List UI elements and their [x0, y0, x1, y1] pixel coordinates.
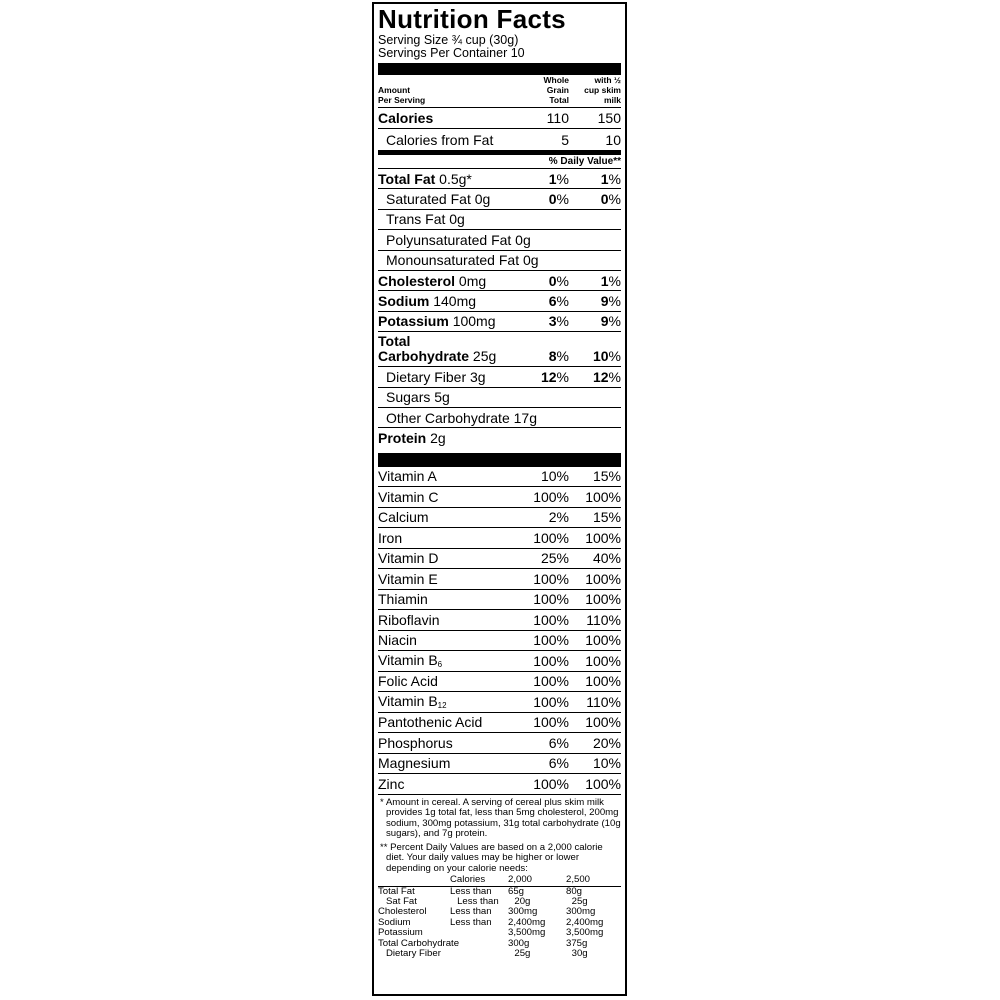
column-header [378, 75, 621, 108]
vitamin-col2: 100% [585, 591, 621, 608]
total-carbohydrate-row [378, 332, 621, 367]
dv-table-cell: 2,400mg [508, 916, 546, 928]
nutrient-c1: 6% [548, 293, 569, 310]
vitamin-col2: 100% [585, 775, 621, 792]
dv-table-head-cell: Calories [450, 874, 486, 886]
vitamin-col1: 2% [548, 509, 569, 526]
vitamin-col2: 15% [592, 468, 621, 485]
nutrient-c2: 0% [600, 191, 621, 208]
dv-table-cell: 25g [571, 896, 588, 907]
nutrient-c1: 0% [548, 272, 569, 289]
vitamin-col1: 100% [533, 714, 569, 731]
dv-table-cell: Less than [450, 916, 492, 928]
nutrient-row [378, 189, 621, 209]
calories-col2: 150 [597, 110, 621, 126]
calories-fat-col1: 5 [561, 131, 569, 148]
vitamin-label: Riboflavin [378, 611, 440, 628]
nutrient-row [378, 210, 621, 230]
dv-table-cell: Dietary Fiber [386, 948, 441, 960]
dv-table-cell: Less than [450, 885, 492, 897]
footnote-amount: * Amount in cereal. A serving of cereal plus skim milk provides 1g total fat, less than 5mg cholesterol, 200mg sodium, 300mg potassium, 31g total carbohydrate (10g sugars), and 7g protein. [380, 796, 621, 840]
carb-sub-row [378, 367, 621, 387]
vitamin-col2: 100% [585, 632, 621, 649]
servings-per-container: Servings Per Container 10 [378, 46, 525, 60]
dv-table-cell: 25g [514, 948, 531, 960]
nutrient-c2: 9% [600, 313, 621, 330]
vitamin-row [378, 713, 621, 734]
nutrient-c1: 3% [548, 313, 569, 330]
vitamin-col2: 40% [592, 550, 621, 567]
vitamin-col2: 10% [592, 755, 621, 772]
dv-table-head-cell: 2,000 [508, 874, 533, 886]
nutrient-row [378, 230, 621, 250]
nutrient-label: Total Fat 0.5g* [378, 170, 472, 187]
nutrient-row [378, 169, 621, 189]
dv-table-cell [450, 939, 508, 949]
carb-sub-label: Dietary Fiber 3g [386, 368, 486, 385]
protein-label: Protein 2g [378, 430, 446, 447]
dv-table-cell: 80g [566, 885, 583, 897]
vitamin-col1: 100% [533, 529, 569, 546]
carb-sub-label: Other Carbohydrate 17g [386, 409, 537, 426]
dv-table-cell: Total Fat [378, 885, 415, 897]
vitamin-col2: 110% [586, 611, 621, 628]
vitamin-list [378, 467, 621, 795]
vitamin-col1: 6% [548, 734, 569, 751]
dv-table-cell: 3,500mg [508, 927, 546, 939]
dv-table-cell: 300mg [508, 906, 538, 918]
label-title: Nutrition Facts [378, 4, 566, 34]
dv-table-cell: 300mg [566, 906, 596, 918]
vitamin-label: Vitamin A [378, 468, 437, 485]
vitamin-label: Niacin [378, 632, 417, 649]
vitamin-row [378, 549, 621, 570]
vitamin-row [378, 528, 621, 549]
vitamin-label: Vitamin $B_6$ [378, 652, 443, 670]
heavy-divider [378, 453, 621, 467]
vitamin-col1: 100% [533, 611, 569, 628]
dv-table-cell: Less than [450, 906, 492, 918]
dv-table-head [378, 875, 621, 886]
vitamin-label: Iron [378, 529, 403, 546]
carb-sub-row [378, 388, 621, 408]
vitamin-col2: 100% [585, 652, 621, 669]
vitamin-row [378, 508, 621, 529]
footnote-daily-values: ** Percent Daily Values are based on a 2,000 calorie diet. Your daily values may be higher or lower depending on your calorie needs: [380, 841, 603, 874]
nutrient-c1: 1% [548, 170, 569, 187]
dv-table-cell: 30g [571, 948, 588, 960]
vitamin-label: Thiamin [378, 591, 428, 608]
vitamin-label: Magnesium [378, 755, 451, 772]
total-carbohydrate-label: Total Carbohydrate 25g [378, 333, 497, 365]
vitamin-col1: 100% [533, 673, 569, 690]
dv-table-cell: 3,500mg [566, 927, 604, 939]
calories-label: Calories [378, 110, 434, 126]
vitamin-col2: 100% [585, 488, 621, 505]
total-carbohydrate-col2: 10% [592, 348, 621, 365]
nutrient-c2: 9% [600, 293, 621, 310]
vitamin-col1: 100% [533, 693, 569, 710]
vitamin-label: Vitamin $B_{12}$ [378, 693, 447, 711]
vitamin-col2: 100% [585, 673, 621, 690]
dv-table-cell: Sat Fat [386, 896, 417, 907]
vitamin-row [378, 631, 621, 652]
vitamin-row [378, 487, 621, 508]
dv-table-cell: Sodium [378, 916, 411, 928]
vitamin-label: Zinc [378, 775, 405, 792]
vitamin-row [378, 590, 621, 611]
nutrient-label: Monounsaturated Fat 0g [386, 252, 539, 269]
vitamin-label: Pantothenic Acid [378, 714, 483, 731]
vitamin-label: Vitamin C [378, 488, 439, 505]
dv-table-cell: 2,400mg [566, 916, 604, 928]
dv-table-cell [457, 949, 514, 959]
total-carbohydrate-col1: 8% [548, 348, 569, 365]
nutrient-c1: 0% [548, 191, 569, 208]
nutrient-row [378, 291, 621, 311]
carb-sub-c2: 12% [592, 368, 621, 385]
nutrient-label: Potassium 100mg [378, 313, 496, 330]
vitamin-col1: 100% [533, 775, 569, 792]
calories-row [378, 108, 621, 129]
vitamin-label: Vitamin D [378, 550, 439, 567]
vitamin-row [378, 672, 621, 693]
nutrition-facts-label [372, 2, 627, 996]
dv-table-head-cell: 2,500 [566, 874, 591, 886]
nutrient-label: Polyunsaturated Fat 0g [386, 231, 531, 248]
vitamin-row [378, 651, 621, 672]
nutrient-list [378, 169, 621, 332]
vitamin-col2: 100% [585, 529, 621, 546]
vitamin-col1: 25% [540, 550, 569, 567]
vitamin-row [378, 692, 621, 713]
vitamin-col1: 10% [540, 468, 569, 485]
daily-value-table [378, 875, 621, 959]
whole-grain-header: Whole Grain Total [543, 75, 569, 105]
calories-col1: 110 [546, 110, 569, 126]
nutrient-row [378, 312, 621, 332]
with-milk-header: with ½ cup skim milk [584, 75, 621, 105]
nutrient-c2: 1% [600, 272, 621, 289]
calories-fat-col2: 10 [605, 131, 621, 148]
vitamin-label: Calcium [378, 509, 429, 526]
nutrient-c2: 1% [600, 170, 621, 187]
dv-table-cell: Total Carbohydrate [378, 937, 460, 949]
nutrient-row [378, 251, 621, 271]
nutrient-row [378, 271, 621, 291]
vitamin-col2: 15% [592, 509, 621, 526]
dv-table-cell: 20g [514, 896, 531, 907]
vitamin-col1: 6% [548, 755, 569, 772]
vitamin-col1: 100% [533, 652, 569, 669]
serving-size: Serving Size ¾ cup (30g) [378, 33, 519, 47]
vitamin-col1: 100% [533, 570, 569, 587]
thick-divider [378, 63, 621, 75]
nutrient-label: Cholesterol 0mg [378, 272, 487, 289]
nutrient-label: Saturated Fat 0g [386, 191, 491, 208]
dv-table-cell: Less than [457, 896, 499, 907]
protein-row [378, 428, 621, 448]
vitamin-col1: 100% [533, 488, 569, 505]
vitamin-label: Phosphorus [378, 734, 453, 751]
dv-table-cell: Cholesterol [378, 906, 427, 918]
vitamin-col1: 100% [533, 632, 569, 649]
vitamin-col1: 100% [533, 591, 569, 608]
carb-sub-label: Sugars 5g [386, 389, 450, 406]
calories-from-fat-row [378, 129, 621, 150]
vitamin-col2: 20% [592, 734, 621, 751]
vitamin-col2: 100% [585, 714, 621, 731]
vitamin-col2: 110% [586, 693, 621, 710]
dv-table-cell: Potassium [378, 927, 423, 939]
dv-table-cell: 300g [508, 937, 530, 949]
vitamin-label: Vitamin E [378, 570, 438, 587]
carb-sub-c1: 12% [540, 368, 569, 385]
vitamin-col2: 100% [585, 570, 621, 587]
vitamin-row [378, 754, 621, 775]
carbohydrate-sub-list [378, 367, 621, 428]
carb-sub-row [378, 408, 621, 428]
vitamin-row [378, 467, 621, 488]
vitamin-row [378, 610, 621, 631]
vitamin-row [378, 733, 621, 754]
dv-table-head-cell [378, 875, 450, 885]
amount-per-serving-header: Amount Per Serving [378, 85, 426, 105]
calories-fat-label: Calories from Fat [386, 131, 494, 148]
vitamin-row [378, 569, 621, 590]
footnotes [378, 798, 621, 875]
dv-table-cell: 375g [566, 937, 588, 949]
nutrient-label: Sodium 140mg [378, 293, 477, 310]
dv-table-row [378, 949, 621, 959]
vitamin-row [378, 774, 621, 795]
vitamin-label: Folic Acid [378, 673, 438, 690]
nutrient-label: Trans Fat 0g [386, 211, 465, 228]
dv-table-cell: 65g [508, 885, 525, 897]
daily-value-header: % Daily Value** [378, 155, 621, 169]
